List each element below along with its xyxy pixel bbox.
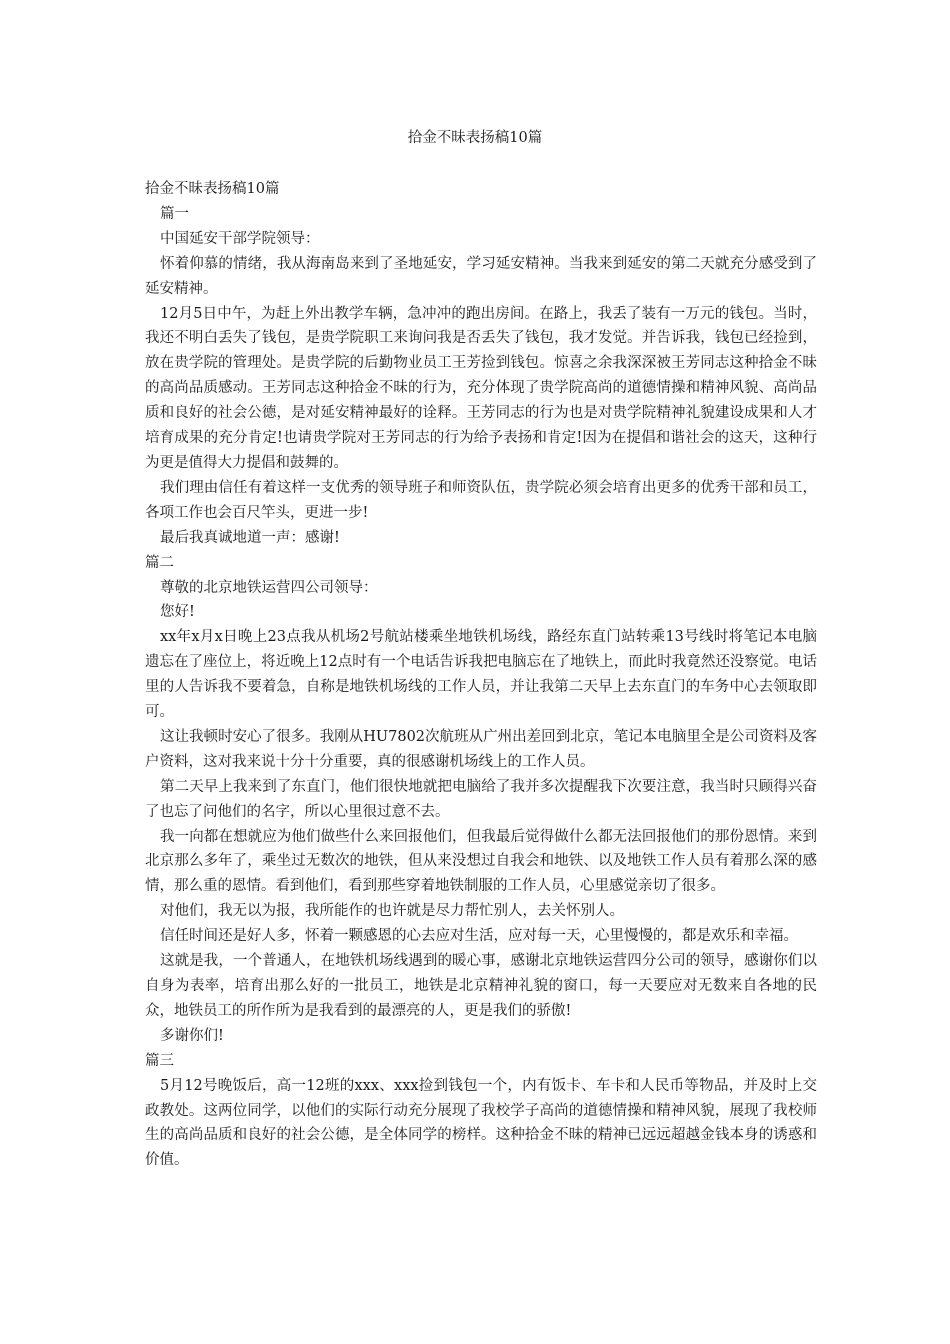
paragraph: 信任时间还是好人多，怀着一颗感恩的心去应对生活，应对每一天，心里慢慢的，都是欢乐和幸福。 (160, 928, 798, 945)
document-title: 拾金不昧表扬稿10篇 (407, 130, 543, 146)
document-body (145, 177, 817, 1173)
paragraph: 篇二 (145, 554, 174, 571)
paragraph: 我们理由信任有着这样一支优秀的领导班子和师资队伍，贵学院必须会培育出更多的优秀干部和员工，各项工作也会百尺竿头，更进一步! (145, 479, 817, 521)
paragraph: 最后我真诚地道一声：感谢! (160, 529, 340, 546)
paragraph: 这就是我，一个普通人，在地铁机场线遇到的暖心事，感谢北京地铁运营四分公司的领导，感谢你们以自身为表率，培育出那么好的一批员工，地铁是北京精神礼貌的窗口，每一天要应对无数来自各地的民众，地铁员工的所作所为是我看到的最漂亮的人，更是我们的骄傲! (145, 953, 817, 1019)
paragraph: 这让我顿时安心了很多。我刚从HU7802次航班从广州出差回到北京，笔记本电脑里全是公司资料及客户资料，这对我来说十分十分重要，真的很感谢机场线上的工作人员。 (145, 728, 817, 770)
paragraph: 尊敬的北京地铁运营四公司领导： (160, 579, 378, 596)
paragraph: 第二天早上我来到了东直门，他们很快地就把电脑给了我并多次提醒我下次要注意，我当时只顾得兴奋了也忘了问他们的名字，所以心里很过意不去。 (145, 778, 817, 820)
paragraph: 5月12号晚饭后，高一12班的xxx、xxx捡到钱包一个，内有饭卡、车卡和人民币等物品，并及时上交政教处。这两位同学，以他们的实际行动充分展现了我校学子高尚的道德情操和精神风貌，展现了我校师生的高尚品质和良好的社会公德，是全体同学的榜样。这种拾金不昧的精神已远远超越金钱本身的诱惑和价值。 (145, 1077, 817, 1169)
paragraph: 您好! (160, 604, 195, 621)
paragraph: xx年x月x日晚上23点我从机场2号航站楼乘坐地铁机场线，路经东直门站转乘13号线时将笔记本电脑遗忘在了座位上，将近晚上12点时有一个电话告诉我把电脑忘在了地铁上，而此时我竟然还没察觉。电话里的人告诉我不要着急，自称是地铁机场线的工作人员，并让我第二天早上去东直门的车务中心去领取即可。 (145, 629, 817, 721)
paragraph: 拾金不昧表扬稿10篇 (145, 181, 280, 197)
paragraph: 篇一 (160, 205, 189, 222)
paragraph: 怀着仰慕的情绪，我从海南岛来到了圣地延安，学习延安精神。当我来到延安的第二天就充分感受到了延安精神。 (145, 255, 817, 297)
paragraph: 对他们，我无以为报，我所能作的也许就是尽力帮忙别人，去关怀别人。 (160, 903, 624, 920)
paragraph: 篇三 (145, 1052, 174, 1069)
paragraph: 我一向都在想就应为他们做些什么来回报他们，但我最后觉得做什么都无法回报他们的那份恩情。来到北京那么多年了，乘坐过无数次的地铁，但从来没想过自我会和地铁、以及地铁工作人员有着那么深的感情，那么重的恩情。看到他们，看到那些穿着地铁制服的工作人员，心里感觉亲切了很多。 (145, 828, 817, 895)
paragraph: 12月5日中午，为赶上外出教学车辆，急冲冲的跑出房间。在路上，我丢了装有一万元的钱包。当时，我还不明白丢失了钱包，是贵学院职工来询问我是否丢失了钱包，我才发觉。并告诉我，钱包已经捡到，放在贵学院的管理处。是贵学院的后勤物业员工王芳捡到钱包。惊喜之余我深深被王芳同志这种拾金不昧的高尚品质感动。王芳同志这种拾金不昧的行为，充分体现了贵学院高尚的道德情操和精神风貌、高尚品质和良好的社会公德，是对延安精神最好的诠释。王芳同志的行为也是对贵学院精神礼貌建设成果和人才培育成果的充分肯定!也请贵学院对王芳同志的行为给予表扬和肯定!因为在提倡和谐社会的这天，这种行为更是值得大力提倡和鼓舞的。 (145, 305, 817, 471)
paragraph: 多谢你们! (160, 1027, 224, 1044)
paragraph: 中国延安干部学院领导： (160, 230, 320, 247)
